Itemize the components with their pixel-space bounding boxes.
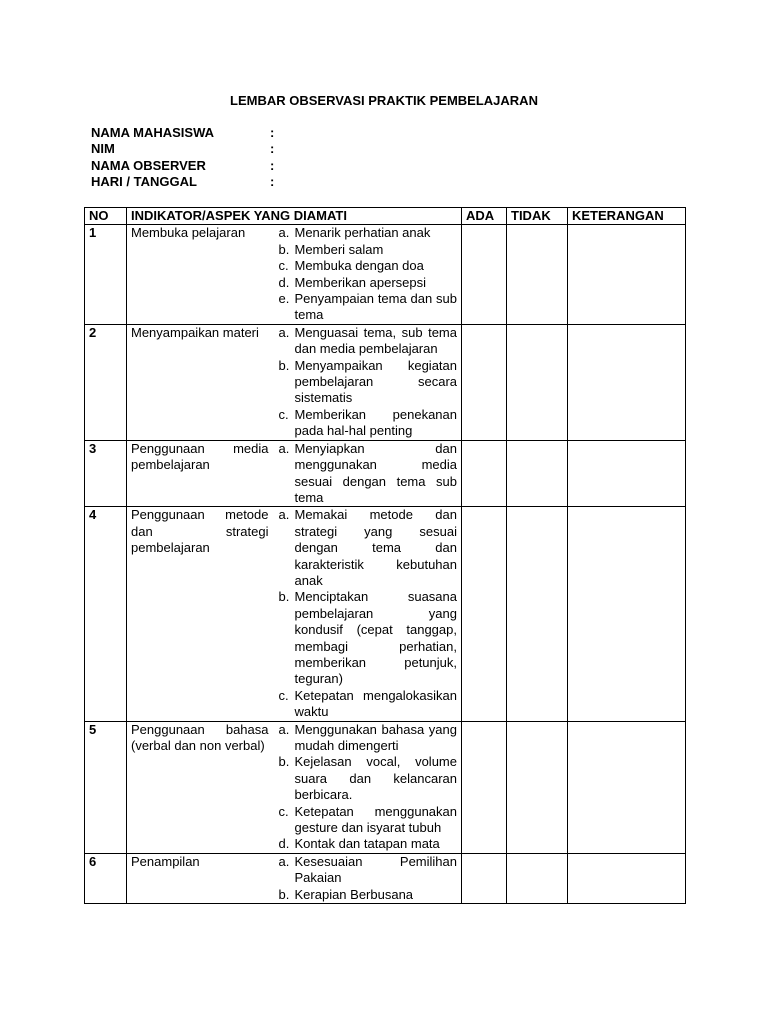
info-label: NAMA OBSERVER (91, 157, 206, 173)
row-number: 6 (85, 853, 127, 903)
indicator-list (275, 324, 462, 440)
indicator-item (279, 688, 458, 721)
table-row (85, 324, 686, 440)
indicator-item (279, 242, 458, 258)
indicator-text: Menarik perhatian anak (294, 225, 431, 241)
indicator-text: Kerapian Berbusana (294, 886, 414, 902)
ada-cell[interactable] (462, 721, 507, 853)
row-number: 1 (85, 225, 127, 324)
aspect-label: Penampilan (127, 853, 275, 903)
info-colon: : (270, 125, 275, 140)
row-number: 3 (85, 440, 127, 507)
info-row-nama-observer (91, 158, 282, 174)
keterangan-cell[interactable] (568, 225, 686, 324)
indicator-item (279, 836, 458, 852)
indicator-text: Menyampaikan kegiatan pembelajaran secara sistematis (294, 357, 457, 406)
indicator-item (279, 407, 458, 440)
indicator-item (279, 358, 458, 407)
indicator-letter: a. (278, 721, 290, 737)
aspect-label: Penggunaan bahasa (verbal dan non verbal) (127, 721, 275, 853)
indicator-text: Memberikan penekanan pada hal-hal penting (294, 406, 457, 439)
indicator-letter: e. (278, 291, 290, 307)
header-indikator: INDIKATOR/ASPEK YANG DIAMATI (127, 208, 462, 225)
info-block (91, 125, 282, 191)
aspect-label: Penggunaan media pembelajaran (127, 440, 275, 507)
indicator-text: Penyampaian tema dan sub tema (294, 291, 457, 323)
indicator-item (279, 325, 458, 358)
indicator-letter: a. (278, 225, 290, 241)
keterangan-cell[interactable] (568, 507, 686, 721)
header-ada: ADA (462, 208, 507, 225)
indicator-letter: c. (278, 687, 289, 703)
indicator-text: Menguasai tema, sub tema dan media pembelajaran (294, 324, 457, 357)
info-colon: : (270, 141, 275, 157)
info-row-nama-mahasiswa (91, 125, 282, 141)
aspect-label: Menyampaikan materi (127, 324, 275, 440)
indicator-text: Ketepatan mengalokasikan waktu (294, 687, 457, 720)
indicator-item (279, 722, 458, 755)
indicator-letter: a. (278, 853, 290, 869)
table-row (85, 721, 686, 853)
indicator-item (279, 441, 458, 507)
row-number: 5 (85, 721, 127, 853)
tidak-cell[interactable] (507, 225, 568, 324)
indicator-letter: b. (278, 589, 290, 605)
indicator-item (279, 258, 458, 274)
ada-cell[interactable] (462, 507, 507, 721)
indicator-list (275, 721, 462, 853)
observation-table (84, 207, 686, 904)
ada-cell[interactable] (462, 440, 507, 507)
indicator-list (275, 507, 462, 721)
aspect-label: Penggunaan metode dan strategi pembelajaran (127, 507, 275, 721)
indicator-letter: a. (278, 440, 290, 456)
info-row-hari-tanggal (91, 174, 282, 190)
indicator-item (279, 887, 458, 903)
indicator-letter: c. (278, 406, 289, 422)
indicator-text: Memakai metode dan strategi yang sesuai dengan tema dan karakteristik kebutuhan anak (294, 507, 457, 588)
indicator-list (275, 225, 462, 324)
indicator-letter: a. (278, 324, 290, 340)
info-label: NIM (91, 141, 115, 157)
indicator-letter: b. (278, 886, 290, 902)
tidak-cell[interactable] (507, 440, 568, 507)
indicator-text: Menyiapkan dan menggunakan media sesuai dengan tema sub tema (294, 440, 457, 505)
tidak-cell[interactable] (507, 853, 568, 903)
indicator-text: Kejelasan vocal, volume suara dan kelancaran berbicara. (294, 754, 457, 803)
tidak-cell[interactable] (507, 721, 568, 853)
keterangan-cell[interactable] (568, 440, 686, 507)
indicator-text: Kesesuaian Pemilihan Pakaian (294, 853, 457, 886)
indicator-letter: c. (278, 258, 289, 274)
table-row (85, 225, 686, 324)
indicator-item (279, 754, 458, 803)
document-title: LEMBAR OBSERVASI PRAKTIK PEMBELAJARAN (230, 93, 538, 108)
info-colon: : (270, 157, 275, 173)
info-label: HARI / TANGGAL (91, 174, 197, 190)
tidak-cell[interactable] (507, 324, 568, 440)
ada-cell[interactable] (462, 853, 507, 903)
indicator-item (279, 291, 458, 324)
info-label: NAMA MAHASISWA (91, 125, 215, 140)
indicator-text: Memberikan apersepsi (294, 274, 427, 290)
header-tidak: TIDAK (507, 208, 568, 225)
indicator-text: Kontak dan tatapan mata (294, 836, 440, 852)
indicator-letter: b. (278, 754, 290, 770)
indicator-list (275, 440, 462, 507)
indicator-text: Memberi salam (294, 241, 384, 257)
indicator-letter: a. (278, 507, 290, 523)
indicator-text: Ketepatan menggunakan gesture dan isyarat tubuh (294, 803, 457, 836)
indicator-item (279, 275, 458, 291)
indicator-text: Menggunakan bahasa yang mudah dimengerti (294, 721, 457, 753)
aspect-label: Membuka pelajaran (127, 225, 275, 324)
ada-cell[interactable] (462, 324, 507, 440)
indicator-item (279, 589, 458, 687)
indicator-letter: c. (278, 803, 289, 819)
indicator-letter: b. (278, 241, 290, 257)
table-row (85, 440, 686, 507)
indicator-letter: b. (278, 357, 290, 373)
table-body (85, 225, 686, 904)
row-number: 2 (85, 324, 127, 440)
keterangan-cell[interactable] (568, 853, 686, 903)
indicator-item (279, 854, 458, 887)
keterangan-cell[interactable] (568, 324, 686, 440)
indicator-text: Menciptakan suasana pembelajaran yang kondusif (cepat tanggap, membagi perhatian, memberikan petunjuk, teguran) (294, 589, 457, 687)
indicator-text: Membuka dengan doa (294, 258, 424, 274)
indicator-item (279, 804, 458, 837)
indicator-letter: d. (278, 274, 290, 290)
table-row (85, 507, 686, 721)
row-number: 4 (85, 507, 127, 721)
indicator-letter: d. (278, 836, 290, 852)
info-colon: : (270, 174, 275, 190)
header-no: NO (85, 208, 127, 225)
table-header-row (85, 208, 686, 225)
indicator-list (275, 853, 462, 903)
keterangan-cell[interactable] (568, 721, 686, 853)
header-keterangan: KETERANGAN (568, 208, 686, 225)
table-row (85, 853, 686, 903)
indicator-item (279, 225, 458, 241)
ada-cell[interactable] (462, 225, 507, 324)
tidak-cell[interactable] (507, 507, 568, 721)
indicator-item (279, 507, 458, 589)
info-row-nim (91, 141, 282, 157)
